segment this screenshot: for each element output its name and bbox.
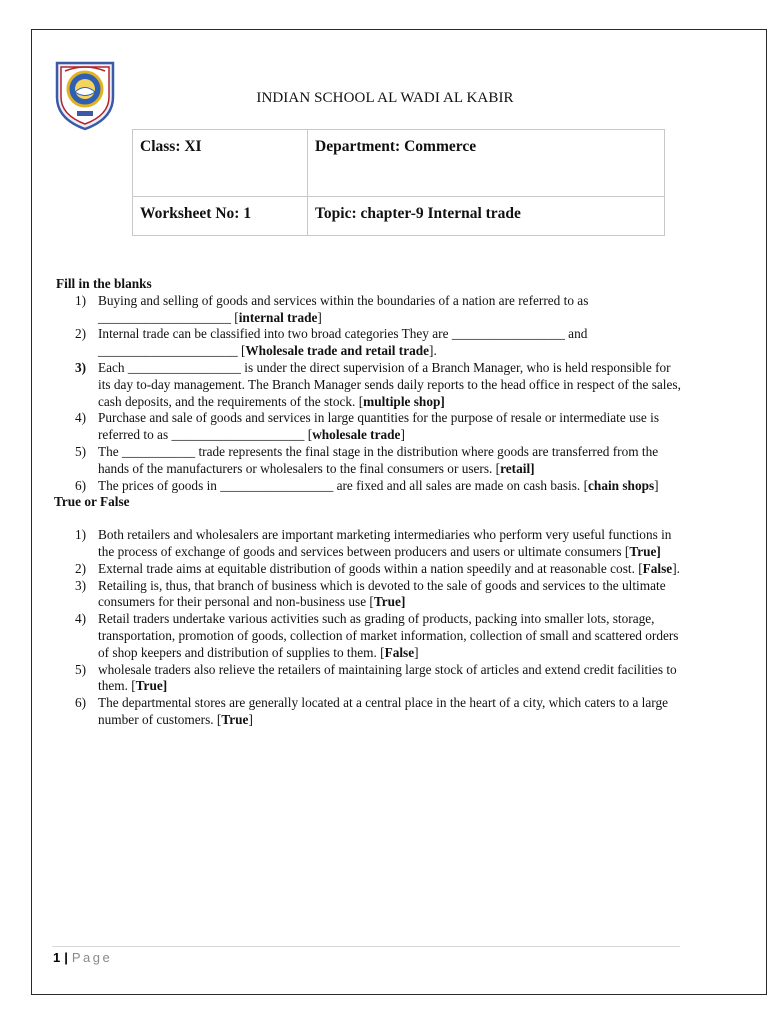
- item-answer: False: [642, 560, 673, 576]
- school-name-heading: INDIAN SCHOOL AL WADI AL KABIR: [256, 90, 514, 106]
- item-answer: Wholesale trade and retail trade: [245, 343, 430, 359]
- item-number: 4): [75, 611, 87, 627]
- item-text: The prices of goods in _________________ are fixed and all sales are made on cash basis. [: [98, 477, 589, 493]
- list-item: [54, 578, 684, 612]
- item-text-end: ]: [317, 309, 322, 325]
- item-number: 2): [75, 326, 87, 342]
- worksheet-number-cell: Worksheet No: 1: [133, 197, 308, 236]
- item-text-end: ]: [248, 711, 253, 727]
- item-text: Each _________________ is under the direct supervision of a Branch Manager, who is held responsible for its day to-day management. The Branch Manager sends daily reports to the head office in respect of the sales, cash deposits, and the requirements of the stock. [: [98, 359, 681, 409]
- item-text: Purchase and sale of goods and services in large quantities for the purpose of resale or intermediate use is referred to as ____________________ [: [98, 410, 660, 443]
- true-or-false-list: [54, 527, 684, 729]
- item-answer: True: [221, 711, 249, 727]
- worksheet-info-table: [132, 129, 665, 236]
- list-item: [54, 611, 684, 661]
- item-number: 1): [75, 292, 87, 308]
- list-item: [54, 695, 684, 729]
- item-text-end: ].: [429, 343, 437, 359]
- item-answer: True]: [373, 594, 406, 610]
- list-item: [54, 410, 684, 444]
- item-answer: internal trade: [238, 309, 318, 325]
- list-item: [54, 444, 684, 478]
- item-number: 4): [75, 410, 87, 426]
- item-answer: True]: [135, 678, 168, 694]
- topic-cell: Topic: chapter-9 Internal trade: [308, 197, 665, 236]
- item-number: 3): [75, 577, 87, 593]
- list-item: [54, 561, 684, 578]
- item-number: 2): [75, 560, 87, 576]
- item-text-end: ]: [654, 477, 659, 493]
- item-answer: retail]: [500, 460, 535, 476]
- item-number: 6): [75, 477, 87, 493]
- class-cell: Class: XI: [133, 130, 308, 197]
- item-answer: False: [384, 644, 415, 660]
- fill-in-blanks-list: [54, 293, 684, 495]
- list-item: [54, 527, 684, 561]
- footer-separator: |: [64, 950, 68, 965]
- item-text: External trade aims at equitable distribution of goods within a nation speedily and at reasonable cost. [: [98, 560, 643, 576]
- item-text-end: ]: [414, 644, 419, 660]
- list-item: [54, 360, 684, 410]
- item-number: 5): [75, 661, 87, 677]
- item-answer: True]: [629, 543, 661, 559]
- item-number: 3): [75, 359, 87, 375]
- item-number: 5): [75, 443, 87, 459]
- list-item: [54, 478, 684, 495]
- list-item: [54, 326, 684, 360]
- item-text: Buying and selling of goods and services within the boundaries of a nation are referred to as ____________________ [: [98, 292, 589, 325]
- footer-divider: [52, 946, 680, 947]
- fill-in-blanks-heading: Fill in the blanks: [56, 276, 152, 291]
- page-footer: [53, 950, 112, 965]
- item-text: Both retailers and wholesalers are important marketing intermediaries who perform very useful functions in the process of exchange of goods and services between producers and users or ultimate consumers [: [98, 527, 672, 559]
- item-text: Retail traders undertake various activities such as grading of products, packing into smaller lots, storage, transportation, promotion of goods, collection of market information, collection of small and scattered orders of shop keepers and distribution of supplies to them. [: [98, 611, 679, 660]
- item-text-end: ]: [400, 427, 405, 443]
- page-label: Page: [71, 950, 113, 965]
- item-text-end: ].: [672, 560, 680, 576]
- item-number: 1): [75, 527, 87, 543]
- item-answer: multiple shop]: [363, 393, 445, 409]
- item-text: Internal trade can be classified into two broad categories They are _________________ and _____________________ [: [98, 326, 588, 359]
- department-cell: Department: Commerce: [308, 130, 665, 197]
- item-text: wholesale traders also relieve the retailers of maintaining large stock of articles and extend credit facilities to them. [: [98, 661, 677, 694]
- item-answer: chain shops: [588, 477, 655, 493]
- item-text: Retailing is, thus, that branch of business which is devoted to the sale of goods and services to the ultimate consumers for their personal and non-business use [: [98, 577, 666, 610]
- item-number: 6): [75, 695, 87, 711]
- list-item: [54, 293, 684, 327]
- item-text: The departmental stores are generally located at a central place in the heart of a city, which caters to a large number of customers. [: [98, 695, 669, 727]
- list-item: [54, 662, 684, 696]
- item-text: The ___________ trade represents the final stage in the distribution where goods are transferred from the hands of the manufacturers or wholesalers to the final consumers or users. [: [98, 443, 659, 476]
- worksheet-content: [54, 276, 684, 729]
- page-number: 1: [53, 950, 61, 965]
- true-or-false-heading: True or False: [54, 494, 130, 510]
- item-answer: wholesale trade: [312, 427, 401, 443]
